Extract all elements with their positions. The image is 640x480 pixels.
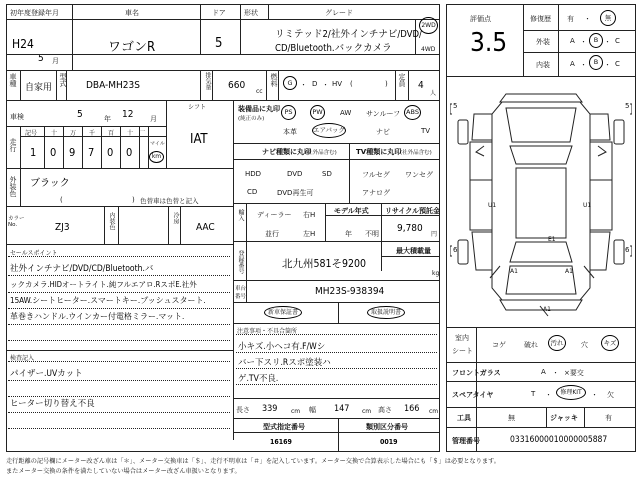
front-glass-sep: ・ <box>552 369 559 377</box>
score-label: 評価点 <box>470 15 491 23</box>
reg-month: 5 <box>38 53 44 64</box>
fuel-d: D <box>312 80 318 88</box>
diagram-label-front-left: 5 <box>453 102 458 110</box>
mileage-col-2: 万 <box>70 130 77 137</box>
inspector-note-line-3: ゲ.TV不良. <box>238 374 279 384</box>
inspection-entry-line-2: ヒーター切り替え不良 <box>10 399 95 409</box>
repair-sep: ・ <box>584 15 591 23</box>
navi-sd: SD <box>322 170 332 178</box>
fuel-sep-2: ・ <box>322 81 329 89</box>
mileage-col-6: 一 <box>140 129 146 135</box>
management-number: 03316000010000005887 <box>510 435 608 445</box>
interior-grade-b-circle: B <box>589 55 603 70</box>
seat-hole: 穴 <box>581 341 588 349</box>
displacement: 660 <box>228 80 246 91</box>
cc-unit: cc <box>256 88 263 95</box>
diagram-label-rear-left: 6 <box>453 246 458 254</box>
diagram-label-a1-right: A1 <box>565 268 573 275</box>
model: DBA-MH23S <box>86 80 140 91</box>
reg-month-unit: 月 <box>52 57 59 65</box>
equip-ps-circle: PS <box>281 105 296 120</box>
equip-leather: 本革 <box>283 128 297 136</box>
interior-label: 内装 <box>536 61 550 69</box>
footer-line-2: またメーター交換の条件を満たしていない場合はメーター改ざん車扱いとなります。 <box>6 468 241 475</box>
diagram-label-a1-rear: A1 <box>543 306 551 313</box>
type-designation: 16169 <box>270 438 292 446</box>
interior-grade-a: A <box>570 60 575 68</box>
fuel-sep-1: ・ <box>300 81 307 89</box>
equipment-label: 装備品に丸印 <box>238 105 280 113</box>
tv-fullseg: フルセグ <box>362 171 390 179</box>
capacity: 4 <box>418 80 424 91</box>
equip-airbag-circle: エアバッグ <box>312 123 346 138</box>
diagram-label-u1-right: U1 <box>583 202 592 209</box>
category-label: 類別区分番号 <box>366 423 408 431</box>
diagram-label-rear-right: 6 <box>625 246 630 254</box>
seat-scratch-circle: キズ <box>601 335 619 351</box>
import-dealer: ディーラー <box>257 211 292 219</box>
exterior-color-paren-close: ) <box>132 196 135 204</box>
recycle-value: 9,780 <box>397 223 423 234</box>
tv-oneseg: ワンセグ <box>405 171 433 179</box>
fuel-paren-open: ( <box>350 80 353 88</box>
front-glass-label: フロントガラス <box>452 369 501 377</box>
inspection-entry-label: 検査記入 <box>10 355 35 362</box>
inspector-note-line-1: 小キズ.小ヘコ有.F/Wシ <box>238 342 326 352</box>
capacity-label: 定員 <box>398 73 406 87</box>
selling-points-label: セールスポイント <box>10 250 58 257</box>
length: 339 <box>262 404 278 414</box>
tools-label: 工具 <box>457 414 471 422</box>
jack-label: ジャッキ <box>550 414 578 422</box>
shift-label: シフト <box>188 104 207 111</box>
mileage-km-circle: km <box>149 151 164 163</box>
color-code-label: カラー <box>8 216 25 222</box>
front-glass-a: A <box>541 368 546 376</box>
exterior-label: 外装 <box>536 38 550 46</box>
max-load-label: 最大積載量 <box>396 247 431 255</box>
exterior-sep-2: ・ <box>604 38 611 46</box>
inspection-month: 12 <box>122 109 134 120</box>
height: 166 <box>404 404 420 414</box>
drive-2wd-circle: 2WD <box>419 17 438 34</box>
mileage-col-3: 千 <box>89 130 96 137</box>
car-name: ワゴンR <box>108 40 156 55</box>
navi-types-title: ナビ種類に丸印 <box>262 148 311 156</box>
exterior-grade-a: A <box>570 37 575 45</box>
mileage-digit-5: 0 <box>107 146 114 159</box>
inspection-month-unit: 月 <box>150 115 157 123</box>
use-type-label: 車種 <box>9 73 17 87</box>
model-year-unit: 年 <box>345 230 352 238</box>
navi-types-sub: (社外品含む) <box>305 150 337 156</box>
length-label: 長さ <box>236 406 250 414</box>
mileage-digit-3: 9 <box>69 146 76 159</box>
mileage-digit-6: 0 <box>126 146 133 159</box>
spare-repair-kit-circle: 修理KIT <box>556 385 586 400</box>
displacement-label: 排気量 <box>204 72 211 90</box>
length-unit: cm <box>291 408 301 415</box>
color-code: ZJ3 <box>55 222 70 233</box>
exterior-grade-c: C <box>615 37 620 45</box>
model-label: 型式 <box>59 73 67 87</box>
equip-pw-circle: PW <box>310 105 325 120</box>
shift: IAT <box>190 132 208 147</box>
door-label: ドア <box>212 9 226 17</box>
inspection-year: 5 <box>77 109 83 120</box>
doors: 5 <box>215 36 223 51</box>
spare-tire-t: T <box>531 390 536 398</box>
inspection-label: 車検 <box>10 113 24 121</box>
spare-sep-2: ・ <box>591 391 598 399</box>
manual-circle: 取扱説明書 <box>367 306 405 319</box>
height-unit: cm <box>429 408 439 415</box>
footer-line-1: 走行距離の記号欄にメーター改ざん車は「＊」、メーター交換車は「＄」、走行不明車は「＃」を記入しています。メーター交換で合算表示した場合にも「＄」は必要となります。 <box>6 458 500 465</box>
chassis-number: MH23S-938394 <box>315 286 385 297</box>
exterior-grade-b-circle: B <box>589 33 603 48</box>
navi-cd: CD <box>247 188 258 196</box>
diagram-label-front-right: 5 <box>625 102 630 110</box>
interior-sep-2: ・ <box>604 61 611 69</box>
seat-burn: コゲ <box>492 341 506 349</box>
equip-abs-circle: ABS <box>404 105 421 120</box>
selling-point-line-4: 革巻きハンドル.ウインカー付電格ミラー.マット. <box>10 312 185 321</box>
diagram-label-u1-left: U1 <box>488 202 497 209</box>
selling-point-line-1: 社外インチナビ/DVD/CD/Bluetooth.バ <box>10 264 154 274</box>
fuel-label: 燃料 <box>270 73 278 87</box>
tv-analog: アナログ <box>362 189 390 197</box>
import-label: 輸入 <box>237 209 244 221</box>
model-year-label: モデル年式 <box>334 207 369 215</box>
use-type: 自家用 <box>25 83 53 93</box>
mileage-digit-1: 1 <box>30 146 37 159</box>
inspection-year-unit: 年 <box>104 115 111 123</box>
repair-label: 修復歴 <box>530 15 551 23</box>
aircon: AAC <box>196 222 215 233</box>
import-parallel: 並行 <box>265 230 279 238</box>
tools-value: 無 <box>508 414 515 422</box>
seat-stain-circle: 汚れ <box>548 335 566 351</box>
model-year-unknown: 不明 <box>365 230 379 238</box>
score: 3.5 <box>470 28 508 58</box>
selling-point-line-2: ックカメラ.HIDオートライト.純フルエアロ.RスポE.社外 <box>10 280 197 289</box>
spare-none: 欠 <box>607 391 614 399</box>
aircon-label: 冷房 <box>172 212 179 224</box>
reg-year: H24 <box>12 37 34 51</box>
inspector-notes-label: 注意事項・不具合箇所 <box>237 328 298 335</box>
repair-yes: 有 <box>567 15 574 23</box>
interior-color-label: 内装色 <box>108 212 115 230</box>
width: 147 <box>334 404 350 414</box>
diagram-label-e1: E1 <box>548 236 556 243</box>
chassis-label-1: 車台 <box>235 286 247 292</box>
recycle-label: リサイクル預託金 <box>385 207 441 215</box>
capacity-unit: 人 <box>430 90 437 97</box>
mileage-digit-2: 0 <box>50 146 57 159</box>
exterior-color-paren-open: ( <box>60 196 63 204</box>
spare-sep-1: ・ <box>545 391 552 399</box>
equip-tv: TV <box>421 127 431 135</box>
interior-grade-c: C <box>615 60 620 68</box>
diagram-label-a1-left: A1 <box>510 268 518 275</box>
seat-tear: 破れ <box>524 341 538 349</box>
mileage-col-mile: マイル <box>150 141 165 147</box>
car-name-label: 車名 <box>125 9 139 17</box>
chassis-label-2: 番号 <box>235 294 247 300</box>
import-left: 左H <box>303 230 316 238</box>
mileage-col-1: 十 <box>51 130 58 137</box>
max-load-unit: kg <box>432 270 440 277</box>
shape-label: 形状 <box>244 9 258 17</box>
exterior-color: ブラック <box>30 178 70 189</box>
repair-no-circle: 無 <box>600 10 616 26</box>
mileage-col-symbol: 記号 <box>25 130 38 137</box>
inspection-entry-line-1: パイザー.UVカット <box>10 369 83 379</box>
tv-types-sub: (社外品含む) <box>400 150 432 156</box>
grade-line-2: CD/Bluetooth.バックカメラ <box>275 43 392 54</box>
tv-types-title: TV種類に丸印 <box>356 148 402 156</box>
interior-seat-label-2: シート <box>452 347 473 355</box>
equip-navi: ナビ <box>376 128 390 136</box>
new-car-warranty-circle: 新車保証書 <box>264 306 302 319</box>
drive-4wd: 4WD <box>421 46 436 53</box>
first-reg-label: 初年度登録年月 <box>10 9 59 17</box>
registration-number: 北九州581そ9200 <box>282 258 367 270</box>
navi-dvd: DVD <box>287 170 303 178</box>
navi-dvd-play: DVD再生可 <box>277 189 314 197</box>
color-code-label-no: No. <box>8 222 18 228</box>
grade-label: グレード <box>325 9 353 17</box>
recycle-unit: 円 <box>431 231 438 238</box>
spare-tire-label: スペアタイヤ <box>452 391 494 399</box>
navi-hdd: HDD <box>245 170 262 178</box>
category: 0019 <box>380 438 398 446</box>
mileage-label: 走行 <box>9 138 17 152</box>
inspector-note-line-2: バー下スリ.Rスポ塗装ハ <box>238 358 331 368</box>
interior-sep-1: ・ <box>580 61 587 69</box>
mileage-col-4: 百 <box>108 130 115 137</box>
fuel-g-circle: G <box>283 76 297 90</box>
selling-point-line-3: 15AW.シートヒーター.スマートキー.プッシュスタート. <box>10 296 206 305</box>
mileage-digit-4: 7 <box>88 146 95 159</box>
car-damage-diagram <box>450 80 632 324</box>
grade-line-1: リミテッド2/社外インチナビ/DVD/ <box>275 29 422 40</box>
exterior-sep-1: ・ <box>580 38 587 46</box>
mileage-col-5: 十 <box>127 130 134 137</box>
management-label: 管理番号 <box>452 437 480 445</box>
width-unit: cm <box>362 408 372 415</box>
jack-value: 有 <box>605 414 612 422</box>
interior-seat-label-1: 室内 <box>455 334 469 342</box>
import-right: 右H <box>303 211 316 219</box>
equip-sunroof: サンルーフ <box>366 110 401 118</box>
equipment-sub: (純正のみ) <box>238 116 265 122</box>
type-designation-label: 型式指定番号 <box>263 423 305 431</box>
height-label: 高さ <box>378 406 392 414</box>
fuel-hv: HV <box>332 80 343 88</box>
exterior-color-label: 外装色 <box>9 176 17 197</box>
width-label: 幅 <box>309 406 316 414</box>
fuel-paren-close: ) <box>385 80 388 88</box>
front-glass-change: ×要交 <box>564 369 584 377</box>
equip-aw: AW <box>340 109 352 117</box>
registration-label: 登録番号 <box>237 250 244 274</box>
exterior-color-note: 色替車は色替と記入 <box>140 197 199 205</box>
